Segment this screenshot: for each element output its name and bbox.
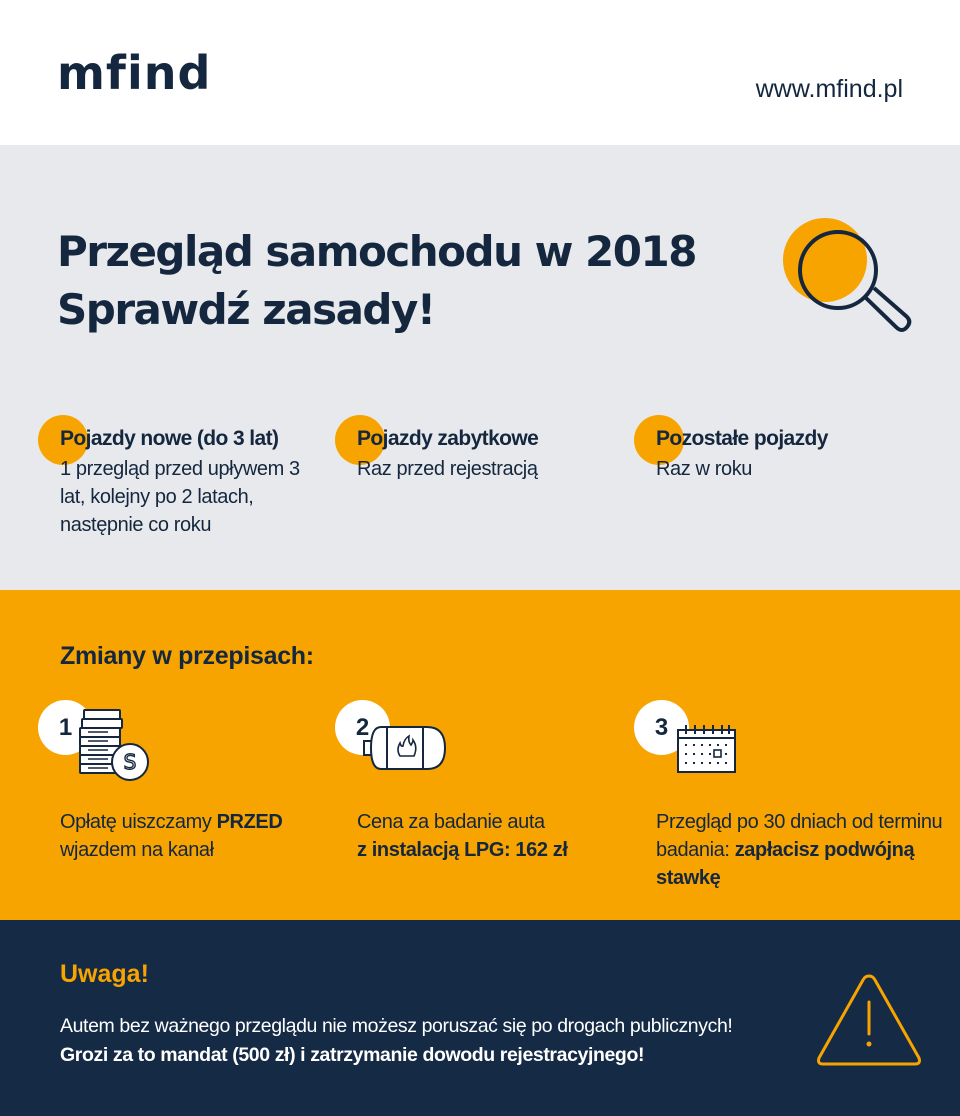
site-url-link[interactable]: www.mfind.pl (755, 75, 903, 103)
header (0, 0, 960, 145)
step-text-1 (60, 808, 350, 864)
coins-icon (78, 706, 158, 784)
rule-text-3: Raz w roku (656, 458, 753, 480)
page-title (57, 223, 696, 339)
rule-heading-3: Pozostałe pojazdy (656, 427, 828, 450)
step-number-1: 1 (38, 700, 93, 755)
step-text-2-part-a: Cena za badanie auta (357, 811, 545, 833)
warning-title: Uwaga! (60, 960, 149, 988)
mfind-logo[interactable]: mfind (57, 46, 212, 100)
warning-triangle-icon (815, 972, 923, 1068)
title-line-1: Przegląd samochodu w 2018 (57, 227, 696, 276)
step-text-3 (656, 808, 946, 892)
step-text-1-bold: PRZED (216, 811, 283, 833)
changes-title: Zmiany w przepisach: (60, 642, 314, 670)
rule-text-2: Raz przed rejestracją (357, 458, 538, 480)
rule-new-vehicles (60, 423, 330, 539)
rule-vintage-vehicles (357, 423, 627, 483)
warning-section (0, 920, 960, 1116)
step-number-2: 2 (335, 700, 390, 755)
calendar-icon (676, 722, 738, 774)
step-text-3-part-a: Przegląd po 30 dniach od terminu badania: (656, 811, 943, 861)
step-number-3: 3 (634, 700, 689, 755)
title-line-2: Sprawdź zasady! (57, 285, 435, 334)
warning-text: Autem bez ważnego przeglądu nie możesz poruszać się po drogach publicznych! (60, 1015, 733, 1037)
rule-other-vehicles (656, 423, 926, 483)
warning-text-bold: Grozi za to mandat (500 zł) i zatrzymanie dowodu rejestracyjnego! (60, 1044, 645, 1066)
step-text-2-bold: z instalacją LPG: 162 zł (357, 839, 568, 861)
step-text-3-bold: zapłacisz podwójną stawkę (656, 839, 915, 889)
magnifier-icon (778, 217, 913, 337)
rule-text-1: 1 przegląd przed upływem 3 lat, kolejny po 2 latach, następnie co roku (60, 458, 300, 536)
step-text-1-part-b: wjazdem na kanał (60, 839, 214, 861)
rule-heading-2: Pojazdy zabytkowe (357, 427, 539, 450)
rule-heading-1: Pojazdy nowe (do 3 lat) (60, 427, 279, 450)
changes-section (0, 590, 960, 920)
svg-text:S: S (123, 750, 137, 774)
step-text-2 (357, 808, 647, 864)
gas-tank-icon (363, 724, 447, 772)
rules-section (0, 145, 960, 590)
step-text-1-part-a: Opłatę uiszczamy (60, 811, 217, 833)
